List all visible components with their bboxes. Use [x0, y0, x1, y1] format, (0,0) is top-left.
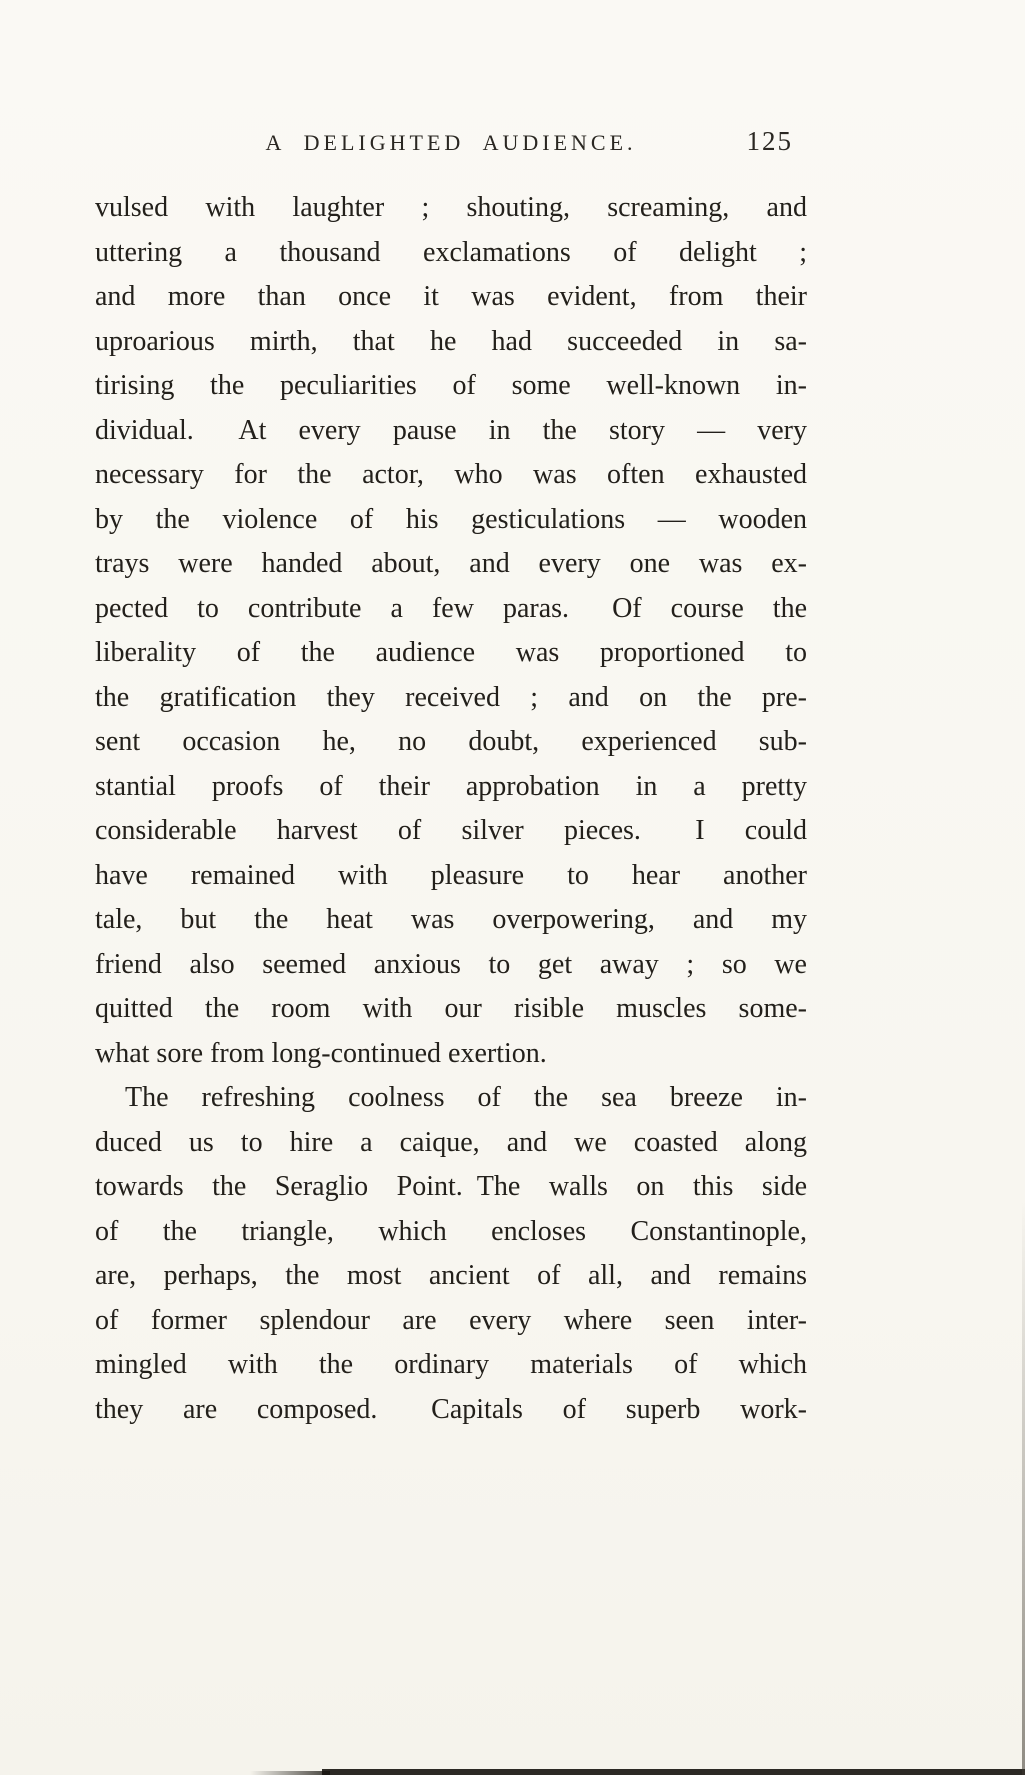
text-line: have remained with pleasure to hear another [95, 859, 807, 891]
text-line: duced us to hire a caique, and we coasted along [95, 1126, 807, 1158]
running-header-title: A DELIGHTED AUDIENCE. [265, 130, 637, 155]
text-line: and more than once it was evident, from their [95, 281, 807, 312]
text-line: pected to contribute a few paras. Of course the [95, 592, 807, 624]
text-line: by the violence of his gesticulations — wooden [95, 503, 807, 535]
page-number: 125 [746, 126, 793, 156]
text-line: towards the Seraglio Point. The walls on this side [95, 1171, 807, 1202]
text-line: quitted the room with our risible muscles some- [95, 993, 807, 1024]
scan-artifact-bottom-fade [250, 1771, 330, 1775]
text-line: uproarious mirth, that he had succeeded in sa- [95, 325, 807, 357]
text-line: uttering a thousand exclamations of delight ; [95, 236, 807, 268]
page-body [95, 186, 807, 1432]
text-line: vulsed with laughter ; shouting, screaming, and [95, 192, 807, 223]
text-line: tirising the peculiarities of some well-known in- [95, 370, 807, 401]
text-line: The refreshing coolness of the sea breeze in- [125, 1082, 807, 1113]
text-line: of former splendour are every where seen inter- [95, 1304, 807, 1336]
text-line: sent occasion he, no doubt, experienced sub- [95, 726, 807, 757]
text-line: tale, but the heat was overpowering, and my [95, 904, 807, 935]
text-line: necessary for the actor, who was often exhausted [95, 459, 807, 490]
text-line: what sore from long-continued exertion. [95, 1037, 547, 1069]
text-line: dividual. At every pause in the story — very [95, 414, 807, 446]
text-line: stantial proofs of their approbation in a pretty [95, 770, 807, 802]
text-line: the gratification they received ; and on the pre- [95, 681, 807, 713]
page-header [95, 128, 807, 164]
text-line: they are composed. Capitals of superb work- [95, 1393, 807, 1425]
text-line: liberality of the audience was proportioned to [95, 637, 807, 668]
text-block [95, 128, 807, 1432]
text-line: of the triangle, which encloses Constantinople, [95, 1215, 807, 1247]
text-line: are, perhaps, the most ancient of all, and remains [95, 1260, 807, 1291]
text-line: mingled with the ordinary materials of which [95, 1349, 807, 1380]
text-line: trays were handed about, and every one was ex- [95, 548, 807, 579]
text-line: considerable harvest of silver pieces. I could [95, 815, 807, 846]
scan-artifact-bottom [322, 1769, 1025, 1775]
text-line: friend also seemed anxious to get away ; so we [95, 948, 807, 980]
